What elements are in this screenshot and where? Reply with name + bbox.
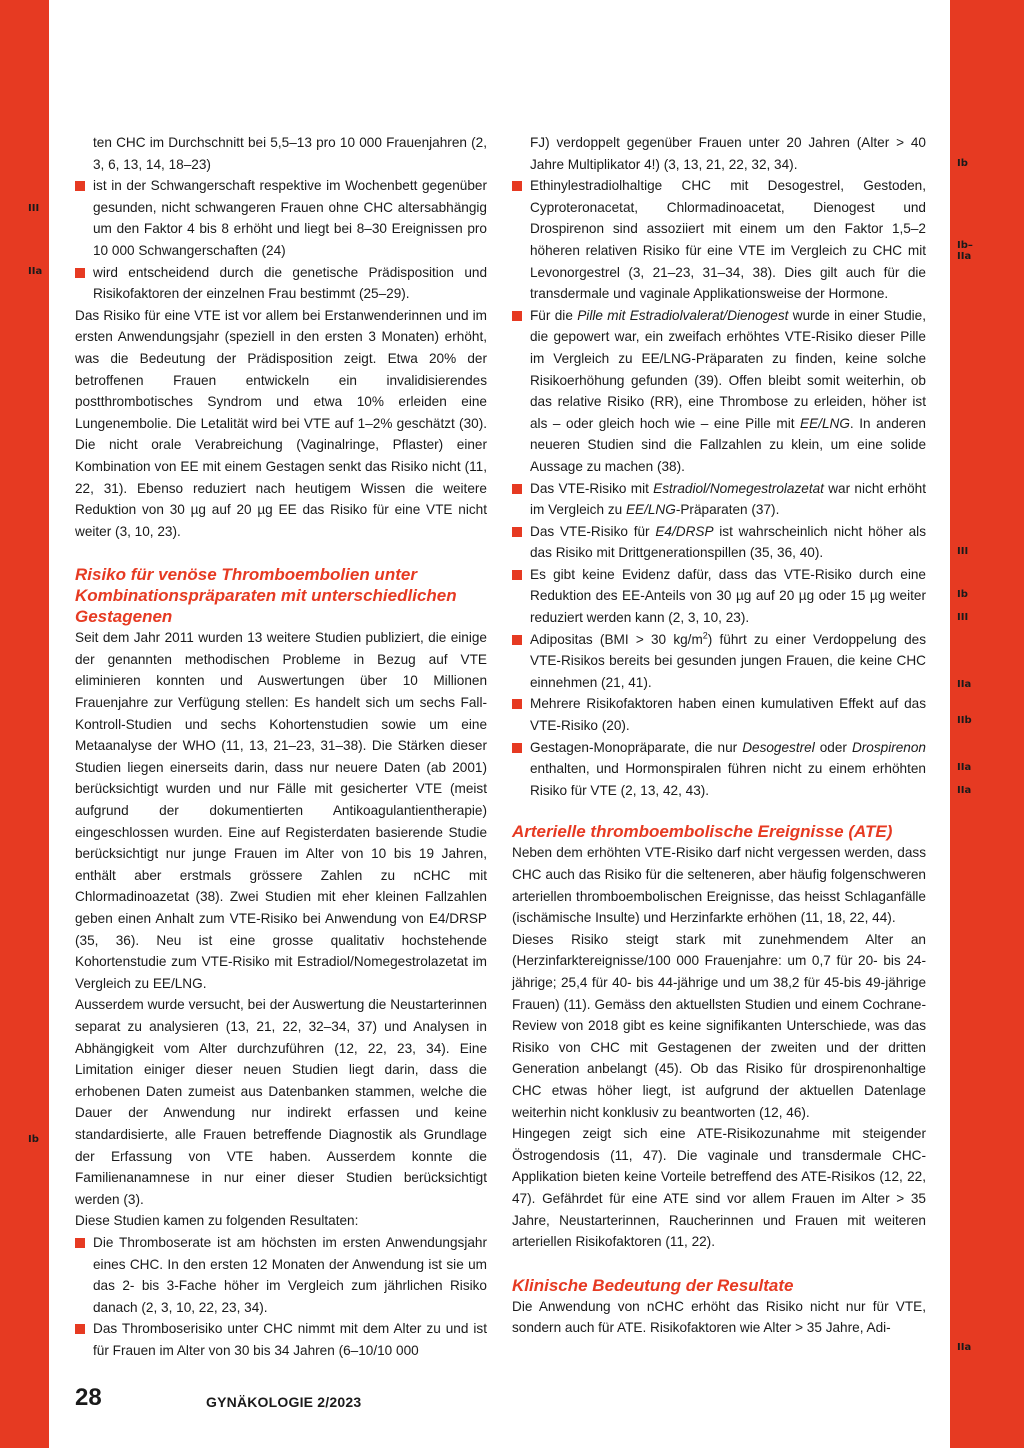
list-item: ten CHC im Durchschnitt bei 5,5–13 pro 10 000 Frauenjahren (2, 3, 6, 13, 14, 18–23) — [93, 135, 487, 172]
section-heading: Risiko für venöse Thromboembolien unter Kombinationspräparaten mit unterschiedlichen Gestagenen — [75, 565, 457, 627]
evidence-level-marker: IIa — [28, 266, 43, 277]
paragraph: Hingegen zeigt sich eine ATE-Risikozunahme mit steigender Östrogendosis (11, 47). Die vaginale und transdermale CHC-Applikation bieten keine Vorteile betreffend des ATE-Risikos (12, 22, 47). Gefährdet für eine ATE sind vor allem Frauen im Alter > 35 Jahre, Neustarterinnen, Raucherinnen und Frauen mit weiteren arteriellen Risikofaktoren (11, 22). — [512, 1126, 926, 1250]
list-item: Die Thromboserate ist am höchsten im ersten Anwendungsjahr eines CHC. In den ersten 12 Monaten der Anwendung ist sie um das 2- bis 3-Fache höher im Vergleich zum jährlichen Risiko danach (2, 3, 10, 22, 23, 34). — [75, 1232, 487, 1318]
evidence-level-marker: IIa — [957, 762, 972, 773]
list-item: Mehrere Risikofaktoren haben einen kumulativen Effekt auf das VTE-Risiko (20). — [512, 693, 926, 736]
paragraph: Das Risiko für eine VTE ist vor allem bei Erstanwenderinnen und im ersten Anwendungsjahr (speziell in den ersten 3 Monaten) erhöht, was die Bedeutung der Prädisposition zeigt. Etwa 20% der betroffenen Frauen entwickeln ein invalidisierendes postthrombotisches Syndrom und etwa 10% erleiden eine Lungenembolie. Die Letalität wird bei VTE auf 1–2% geschätzt (30). Die nicht orale Verabreichung (Vaginalringe, Pflaster) einer Kombination von EE mit einem Gestagen senkt das Risiko nicht (11, 22, 31). Ebenso reduziert nach heutigem Wissen die weitere Reduktion von 30 µg auf 20 µg EE das Risiko für eine VTE nicht weiter (3, 10, 23). — [75, 307, 487, 539]
bullet-square-icon — [75, 268, 85, 278]
list-item: Gestagen-Monopräparate, die nur Desogestrel oder Drospirenon enthalten, und Hormonspiralen führen nicht zu einem erhöhten Risiko für VTE (2, 13, 42, 43). — [512, 737, 926, 802]
list-item: Für die Pille mit Estradiolvalerat/Dienogest wurde in einer Studie, die gepowert war, ein zweifach erhöhtes VTE-Risiko dieser Pille im Vergleich zu EE/LNG-Präparaten zu finden, keine solche Risikoerhöhung gefunden (39). Offen bleibt somit weiterhin, ob das relative Risiko (RR), eine Thrombose zu erleiden, höher ist als – oder gleich hoch wie – eine Pille mit EE/LNG. In anderen neueren Studien sind die Fallzahlen zu klein, um eine solide Aussage zu machen (38). — [512, 305, 926, 478]
list-item: Adipositas (BMI > 30 $kg/m^2$) führt zu einer Verdoppelung des VTE-Risikos bereits bei gesunden jungen Frauen, die keine CHC einnehmen (21, 41). — [512, 629, 926, 694]
evidence-level-marker: IIa — [957, 1342, 972, 1353]
left-color-band — [0, 0, 49, 1448]
list-item: wird entscheidend durch die genetische Prädisposition und Risikofaktoren der einzelnen Frau bestimmt (25–29). — [75, 262, 487, 305]
evidence-level-marker: III — [28, 203, 40, 214]
list-item: FJ) verdoppelt gegenüber Frauen unter 20 Jahren (Alter > 40 Jahre Multiplikator 4!) (3, 13, 21, 22, 32, 34). — [530, 135, 926, 172]
journal-title: GYNÄKOLOGIE 2/2023 — [206, 1394, 362, 1410]
bullet-square-icon — [512, 743, 522, 753]
bullet-square-icon — [512, 181, 522, 191]
paragraph: Neben dem erhöhten VTE-Risiko darf nicht vergessen werden, dass CHC auch das Risiko für die selteneren, aber häufig folgenschweren arteriellen thromboembolischen Ereignisse, das heisst Schlaganfälle (ischämische Insulte) und Herzinfarkte erhöhen (11, 18, 22, 44). — [512, 845, 926, 926]
paragraph: Die Anwendung von nCHC erhöht das Risiko nicht nur für VTE, sondern auch für ATE. Risikofaktoren wie Alter > 35 Jahre, Adi- — [512, 1298, 926, 1336]
evidence-level-marker: Ib — [28, 1134, 39, 1145]
evidence-level-marker: III — [957, 546, 969, 557]
list-item: Das Thromboserisiko unter CHC nimmt mit dem Alter zu und ist für Frauen im Alter von 30 bis 34 Jahren (6–10/10 000 — [75, 1318, 487, 1361]
list-item: ist in der Schwangerschaft respektive im Wochenbett gegenüber gesunden, nicht schwangeren Frauen ohne CHC altersabhängig um den Faktor 4 bis 8 erhöht und liegt bei 8–30 Ereignissen pro 10 000 Schwangerschaften (24) — [75, 175, 487, 261]
bullet-square-icon — [512, 527, 522, 537]
list-item: Ethinylestradiolhaltige CHC mit Desogestrel, Gestoden, Cyproteronacetat, Chlormadinoacetat, Dienogest und Drospirenon sind assoziiert mit einem um den Faktor 1,5–2 höheren relativen Risiko für eine VTE im Vergleich zu CHC mit Levonorgestrel (3, 21–23, 31–34, 38). Dies gilt auch für die transdermale und vaginale Applikationsweise der Hormone. — [512, 175, 926, 305]
paragraph: Diese Studien kamen zu folgenden Resultaten: — [75, 1213, 359, 1229]
bullet-square-icon — [512, 484, 522, 494]
bullet-square-icon — [75, 1324, 85, 1334]
list-item: Das VTE-Risiko für E4/DRSP ist wahrscheinlich nicht höher als das Risiko mit Drittgenerationspillen (35, 36, 40). — [512, 521, 926, 564]
text-column-left — [75, 132, 487, 1361]
evidence-level-marker: IIa — [957, 679, 972, 690]
paragraph: Ausserdem wurde versucht, bei der Auswertung die Neustarterinnen separat zu analysieren (13, 21, 22, 32–34, 37) und Analysen in Abhängigkeit vom Alter durchzuführen (12, 22, 23, 34). Eine Limitation einiger dieser neuen Studien liegt darin, dass die erhobenen Daten zumeist aus Datenbanken stammen, welche die Dauer der Anwendung nur indirekt erfassen und keine standardisierte, alle Frauen betreffende Diagnostik als Grundlage der Erfassung von VTE haben. Ausserdem konnte die Familienanamnese in nur einer dieser Studien berücksichtigt werden (3). — [75, 997, 487, 1207]
evidence-level-marker: Ib– IIa — [957, 240, 973, 262]
evidence-level-marker: IIa — [957, 785, 972, 796]
paragraph: Dieses Risiko steigt stark mit zunehmendem Alter an (Herzinfarktereignisse/100 000 Frauenjahre: um 0,7 für 20- bis 24-jährige; 25,4 für 40- bis 44-jährige und um 38,2 für 45-bis 49-jährige Frauen) (11). Gemäss den aktuellsten Studien und einem Cochrane-Review von 2018 gibt es keine signifikanten Unterschiede, was das Risiko von CHC mit Gestagenen der zweiten und der dritten Generation anbelangt (45). Ob das Risiko für drospirenonhaltige CHC etwas höher liegt, ist aufgrund der aktuellen Datenlage weiterhin nicht konklusiv zu beantworten (12, 46). — [512, 931, 926, 1120]
evidence-level-marker: III — [957, 612, 969, 623]
section-heading: Arterielle thromboembolische Ereignisse (ATE) — [512, 822, 893, 842]
page-number: 28 — [75, 1384, 102, 1411]
list-item: Das VTE-Risiko mit Estradiol/Nomegestrolazetat war nicht erhöht im Vergleich zu EE/LNG-Präparaten (37). — [512, 478, 926, 521]
paragraph: Seit dem Jahr 2011 wurden 13 weitere Studien publiziert, die einige der genannten methodischen Probleme in Bezug auf VTE eliminieren konnten und Auswertungen über 10 Millionen Frauenjahre zur Verfügung stellen: Es handelt sich um sechs Fall-Kontroll-Studien und sechs Kohortenstudien sowie um eine Metaanalyse der WHO (11, 13, 21–23, 31–38). Die Stärken dieser Studien liegen einerseits darin, dass nur neuere Daten (ab 2001) berücksichtigt wurden und nur Fälle mit gesicherter VTE (meist aufgrund der dokumentierten Antikoagulantientherapie) eingeschlossen wurden. Eine auf Registerdaten basierende Studie berücksichtigt nur junge Frauen im Alter von 10 bis 19 Jahren, enthält aber erstmals grössere Zahlen zu nCHC mit Chlormadinoazetat (38). Zwei Studien mit eher kleinen Fallzahlen geben einen Anhalt zum VTE-Risiko bei Anwendung von E4/DRSP (35, 36). Neu ist eine grosse qualitativ hochstehende Kohortenstudie zum VTE-Risiko mit Estradiol/Nomegestrolazetat im Vergleich zu EE/LNG. — [75, 630, 487, 991]
bullet-square-icon — [512, 311, 522, 321]
bullet-square-icon — [512, 635, 522, 645]
bullet-square-icon — [75, 1238, 85, 1248]
text-column-right — [512, 132, 926, 1339]
list-item: Es gibt keine Evidenz dafür, dass das VTE-Risiko durch eine Reduktion des EE-Anteils von 30 µg auf 20 µg oder 15 µg weiter reduziert werden kann (2, 3, 10, 23). — [512, 564, 926, 629]
evidence-level-marker: Ib — [957, 158, 968, 169]
bullet-square-icon — [512, 699, 522, 709]
evidence-level-marker: Ib — [957, 589, 968, 600]
evidence-level-marker: IIb — [957, 715, 972, 726]
bullet-square-icon — [512, 570, 522, 580]
bullet-square-icon — [75, 181, 85, 191]
section-heading: Klinische Bedeutung der Resultate — [512, 1275, 794, 1295]
